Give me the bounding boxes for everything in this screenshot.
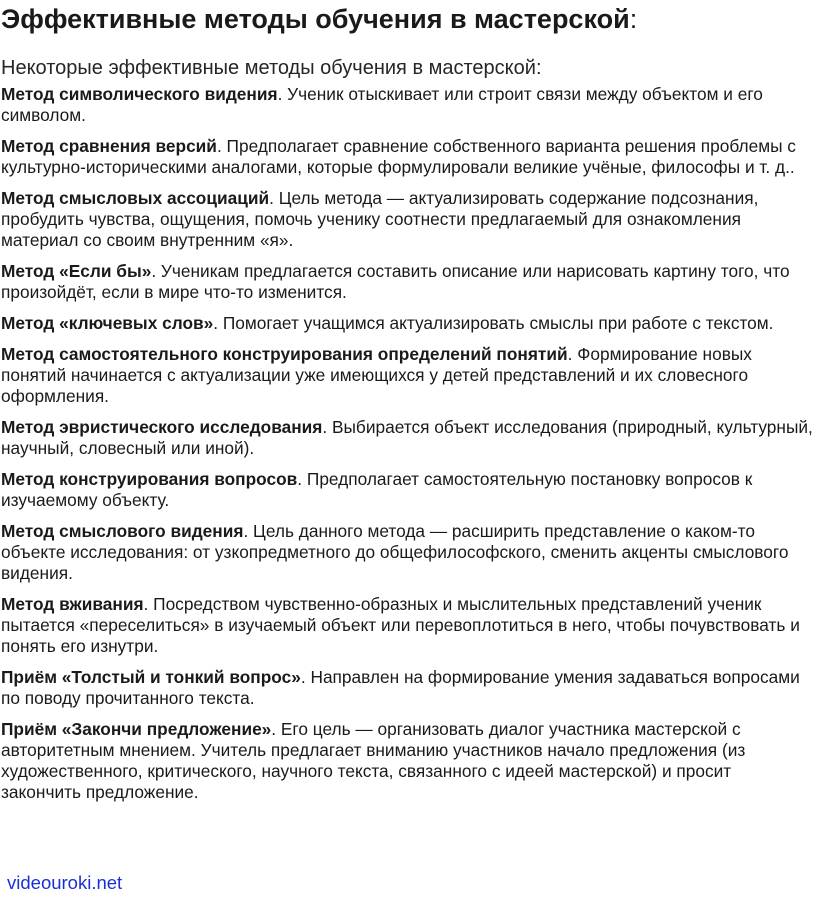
method-name: Приём «Толстый и тонкий вопрос» — [1, 667, 301, 687]
method-item-thick-thin-question — [1, 667, 814, 709]
method-name: Метод смысловых ассоциаций — [1, 188, 270, 208]
method-name: Метод вживания — [1, 594, 144, 614]
method-item-symbolic-vision — [1, 84, 814, 126]
method-description: . Помогает учащимся актуализировать смыслы при работе с текстом. — [213, 313, 774, 333]
method-description: . Ученикам предлагается составить описание или нарисовать картину того, что произойдёт, если в мире что-то изменится. — [1, 261, 790, 302]
method-name: Метод самостоятельного конструирования определений понятий — [1, 344, 568, 364]
method-name: Метод «Если бы» — [1, 261, 152, 281]
method-item-definition-construction — [1, 344, 814, 407]
methods-list — [1, 84, 814, 803]
watermark-text: videouroki.net — [7, 872, 123, 893]
method-name: Метод «ключевых слов» — [1, 313, 214, 333]
method-name: Метод сравнения версий — [1, 136, 217, 156]
method-description: . Направлен на формирование умения задаваться вопросами по поводу прочитанного текста. — [1, 667, 800, 708]
method-name: Метод эвристического исследования — [1, 417, 323, 437]
method-description: . Цель метода — актуализировать содержание подсознания, пробудить чувства, ощущения, помочь ученику соотнести предлагаемый для ознакомления материал со своим внутренним «я». — [1, 188, 759, 250]
method-description: . Предполагает сравнение собственного варианта решения проблемы с культурно-историческими аналогами, которые формулировали великие учёные, философы и т. д.. — [1, 136, 796, 177]
method-item-what-if — [1, 261, 814, 303]
method-item-keywords — [1, 313, 814, 334]
subtitle: Некоторые эффективные методы обучения в мастерской: — [1, 57, 542, 79]
page-title-text: Эффективные методы обучения в мастерской — [1, 4, 630, 34]
method-description: . Цель данного метода — расширить представление о каком-то объекте исследования: от узкопредметного до общефилософского, сменить акценты смыслового видения. — [1, 521, 789, 583]
method-item-finish-sentence — [1, 719, 814, 803]
method-description: . Посредством чувственно-образных и мыслительных представлений ученик пытается «переселиться» в изучаемый объект или перевоплотиться в него, чтобы почувствовать и понять его изнутри. — [1, 594, 800, 656]
method-item-semantic-associations — [1, 188, 814, 251]
method-description: . Предполагает самостоятельную постановку вопросов к изучаемому объекту. — [1, 469, 753, 510]
method-name: Метод смыслового видения — [1, 521, 244, 541]
method-item-heuristic-research — [1, 417, 814, 459]
method-name: Метод символического видения — [1, 84, 278, 104]
page-title-colon: : — [629, 4, 638, 34]
page-title — [1, 0, 814, 36]
method-description: . Выбирается объект исследования (природный, культурный, научный, словесный или иной). — [1, 417, 813, 458]
method-name: Приём «Закончи предложение» — [1, 719, 272, 739]
method-description: . Его цель — организовать диалог участника мастерской с авторитетным мнением. Учитель предлагает вниманию участников начало предложения (из художественного, критического, научного текста, связанного с идеей мастерской) и просит закончить предложение. — [1, 719, 746, 802]
method-description: . Формирование новых понятий начинается с актуализации уже имеющихся у детей представлений и их словесного оформления. — [1, 344, 752, 406]
method-item-question-construction — [1, 469, 814, 511]
method-item-empathy — [1, 594, 814, 657]
method-name: Метод конструирования вопросов — [1, 469, 298, 489]
method-description: . Ученик отыскивает или строит связи между объектом и его символом. — [1, 84, 763, 125]
method-item-semantic-vision — [1, 521, 814, 584]
method-item-version-comparison — [1, 136, 814, 178]
